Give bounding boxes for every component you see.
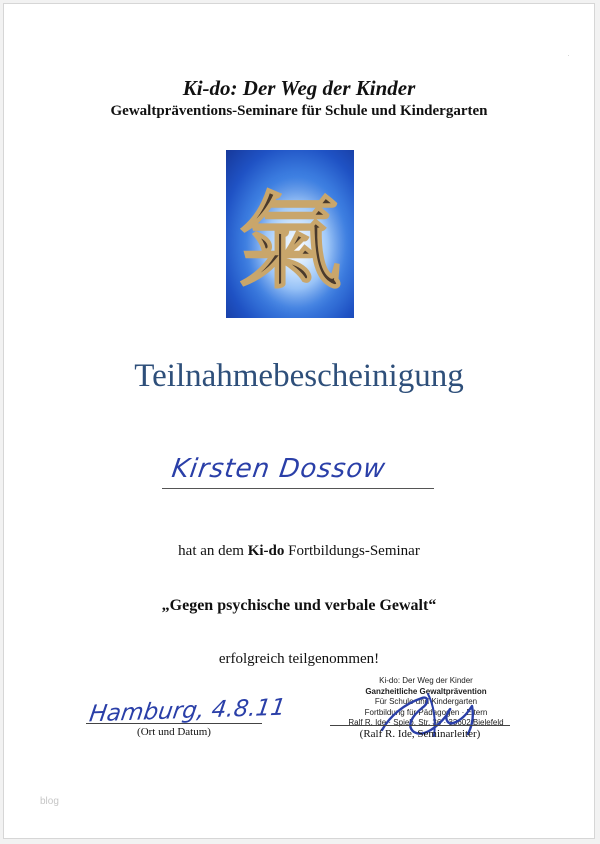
- completion-text: erfolgreich teilgenommen!: [218, 651, 380, 667]
- seminar-leader-label: (Ralf R. Ide, Seminarleiter): [359, 728, 481, 740]
- ki-do-brand: Ki-do: [247, 543, 285, 559]
- participant-name: Kirsten Dossow: [169, 454, 388, 484]
- place-date-field: [86, 694, 288, 750]
- stamp-line: Für Schule und Kindergarten: [374, 697, 478, 706]
- organization-title: Ki-do: Der Weg der Kinder: [182, 76, 416, 100]
- stamp-line: Fortbildung für Pädagogen · Eltern: [364, 707, 488, 717]
- participation-text-after: Fortbildungs-Seminar: [284, 543, 420, 559]
- participation-text-before: hat an dem: [178, 543, 248, 559]
- ki-kanji-logo: [226, 150, 354, 318]
- organization-subtitle: Gewaltpräventions-Seminare für Schule und Kindergarten: [110, 103, 488, 119]
- certificate-title: Teilnahmebescheinigung: [134, 358, 464, 394]
- stamp-line: Ganzheitliche Gewaltprävention: [365, 686, 487, 696]
- svg-text:氣: 氣: [237, 181, 343, 303]
- certificate-page: [3, 3, 595, 839]
- leader-underline: [330, 725, 510, 726]
- place-date-handwritten: Hamburg, 4.8.11: [87, 694, 288, 728]
- place-date-label: (Ort und Datum): [137, 726, 211, 738]
- stamp-line: Ki-do: Der Weg der Kinder: [379, 676, 473, 685]
- name-underline: [162, 488, 434, 489]
- place-date-underline: [86, 723, 262, 724]
- corner-mark: ·: [567, 50, 570, 60]
- stamp-line: Ralf R. Ide · Spieb. Str. 36 · 33602 Bielefeld: [348, 718, 504, 727]
- ki-kanji-icon: [226, 150, 354, 318]
- seminar-name: „Gegen psychische und verbale Gewalt“: [161, 597, 437, 614]
- watermark: blog: [40, 796, 59, 807]
- participant-name-field: [162, 452, 434, 494]
- participation-statement: [4, 543, 594, 560]
- seminar-leader-field: [330, 676, 510, 752]
